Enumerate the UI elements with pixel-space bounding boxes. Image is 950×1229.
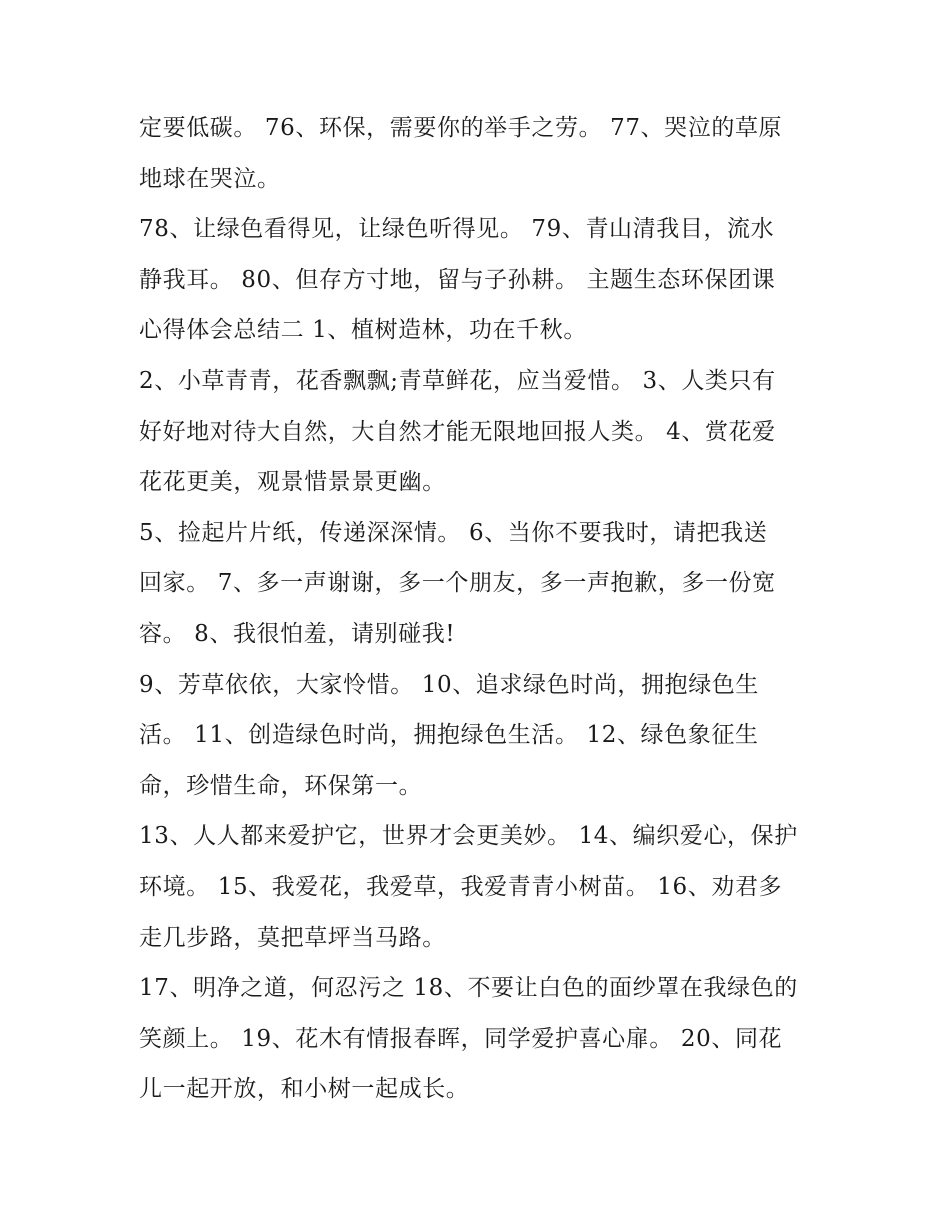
text-line: 活。 11、创造绿色时尚，拥抱绿色生活。 12、绿色象征生: [139, 722, 759, 749]
text-line: 定要低碳。 76、环保，需要你的举手之劳。 77、哭泣的草原: [139, 115, 783, 141]
document-body: [139, 103, 819, 1115]
text-line: 78、让绿色看得见，让绿色听得见。 79、青山清我目，流水: [139, 216, 775, 243]
text-line: 13、人人都来爱护它，世界才会更美妙。 14、编织爱心，保护: [139, 823, 798, 850]
text-line: 2、小草青青，花香飘飘;青草鲜花，应当爱惜。 3、人类只有: [139, 367, 776, 394]
text-line: 17、明净之道，何忍污之 18、不要让白色的面纱罩在我绿色的: [139, 975, 798, 1002]
text-line: 好好地对待大自然，大自然才能无限地回报人类。 4、赏花爱: [139, 418, 776, 445]
text-line: 命，珍惜生命，环保第一。: [139, 772, 423, 799]
text-line: 容。 8、我很怕羞，请别碰我!: [139, 620, 456, 647]
text-line: 儿一起开放，和小树一起成长。: [139, 1076, 470, 1103]
text-line: 走几步路，莫把草坪当马路。: [139, 924, 446, 951]
text-line: 花花更美，观景惜景景更幽。: [139, 469, 446, 496]
text-line: 环境。 15、我爱花，我爱草，我爱青青小树苗。 16、劝君多: [139, 873, 783, 900]
text-line: 地球在哭泣。: [139, 165, 281, 192]
text-line: 回家。 7、多一声谢谢，多一个朋友，多一声抱歉，多一份宽: [139, 570, 776, 597]
text-line: 9、芳草依依，大家怜惜。 10、追求绿色时尚，拥抱绿色生: [139, 671, 760, 698]
text-line: 心得体会总结二 1、植树造林，功在千秋。: [139, 317, 587, 344]
text-line: 5、捡起片片纸，传递深深情。 6、当你不要我时，请把我送: [139, 519, 768, 546]
text-line: 静我耳。 80、但存方寸地，留与子孙耕。 主题生态环保团课: [139, 266, 776, 293]
text-line: 笑颜上。 19、花木有情报春晖，同学爱护喜心扉。 20、同花: [139, 1025, 783, 1052]
